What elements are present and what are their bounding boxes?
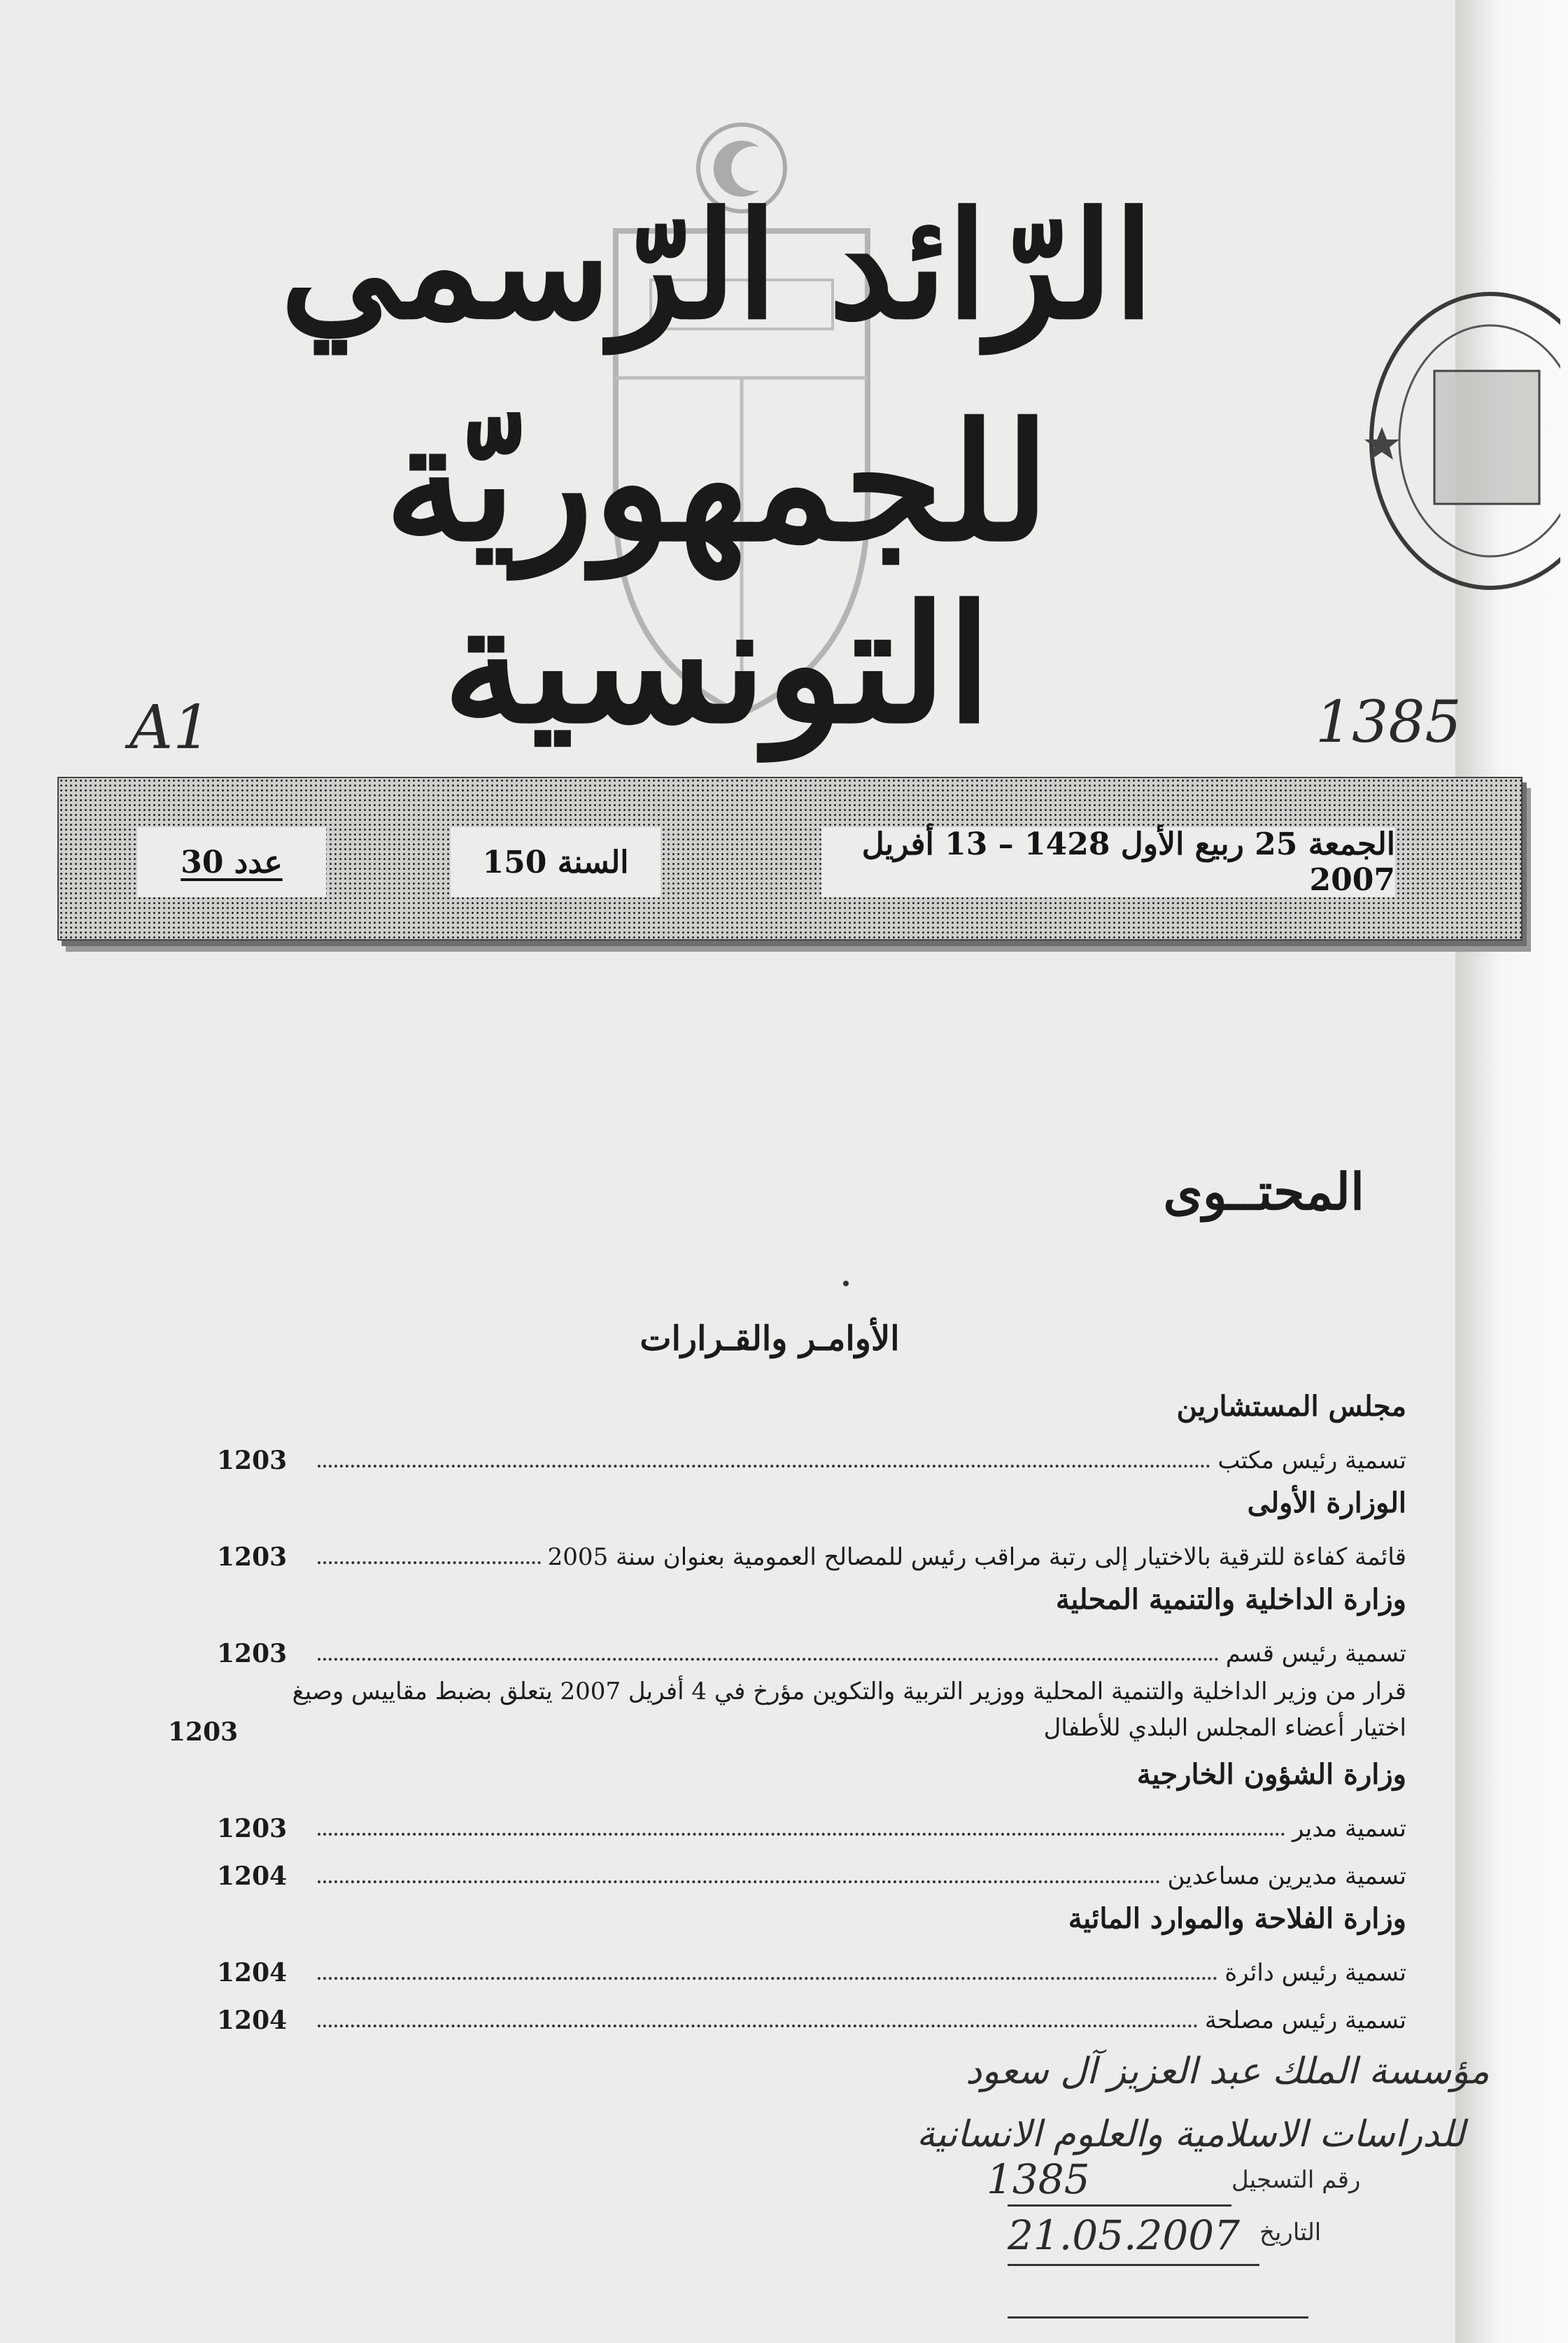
toc-entry-page: 1203 bbox=[217, 1542, 288, 1572]
leader-dots bbox=[318, 1977, 1217, 1980]
table-of-contents bbox=[168, 1382, 1406, 2039]
issue-year bbox=[451, 827, 661, 897]
toc-entry-page: 1204 bbox=[217, 2006, 288, 2035]
leader-dots bbox=[318, 1658, 1219, 1661]
issue-year-text: السنة 150 bbox=[482, 844, 629, 880]
leader-dots bbox=[318, 1833, 1285, 1836]
leader-dots bbox=[318, 1465, 1210, 1468]
toc-entry[interactable] bbox=[217, 1431, 1406, 1479]
toc-entry[interactable] bbox=[217, 1847, 1406, 1894]
leader-dots bbox=[318, 2025, 1198, 2027]
toc-entry[interactable] bbox=[217, 1528, 1406, 1575]
toc-entry-text: قائمة كفاءة للترقية بالاختيار إلى رتبة مراقب رئيس للمصالح العمومية بعنوان سنة 2005 bbox=[547, 1543, 1406, 1571]
handwritten-mark-a1: A1 bbox=[129, 693, 211, 763]
stamp-bottom-line bbox=[1008, 2316, 1308, 2319]
stamp-institution-line1: مؤسسة الملك عبد العزيز آل سعود bbox=[966, 2050, 1490, 2092]
ministry-heading: مجلس المستشارين bbox=[1176, 1390, 1406, 1423]
toc-entry[interactable] bbox=[217, 1799, 1406, 1847]
contents-title: المحتــوى bbox=[1163, 1162, 1364, 1221]
leader-dots bbox=[318, 1561, 541, 1564]
toc-entry-page: 1203 bbox=[217, 1639, 288, 1668]
issue-date-text: الجمعة 25 ربيع الأول 1428 – 13 أفريل 2007 bbox=[861, 826, 1395, 898]
toc-entry-text: تسمية مدير bbox=[1292, 1815, 1406, 1843]
toc-entry-text: تسمية رئيس مكتب bbox=[1217, 1447, 1406, 1475]
registration-date: 21.05.2007 bbox=[1008, 2211, 1241, 2259]
issue-number-text: عدد 30 bbox=[181, 844, 283, 880]
ministry-heading: وزارة الشؤون الخارجية bbox=[1136, 1758, 1406, 1791]
toc-entry-text: قرار من وزير الداخلية والتنمية المحلية ووزير التربية والتكوين مؤرخ في 4 أفريل 2007 يتعلق بضبط مقاييس وصيغ اختيار أعضاء المجلس البلدي للأطفال bbox=[292, 1677, 1406, 1742]
toc-entry[interactable] bbox=[168, 1672, 1406, 1750]
toc-entry-page: 1204 bbox=[217, 1958, 288, 1987]
toc-entry[interactable] bbox=[217, 1624, 1406, 1672]
registration-underline bbox=[1008, 2204, 1231, 2207]
toc-entry-text: تسمية رئيس قسم bbox=[1225, 1640, 1406, 1668]
masthead-title-line1: الرّائد الرّسمي bbox=[280, 179, 1154, 352]
registration-label: رقم التسجيل bbox=[1231, 2166, 1361, 2194]
toc-entry-text: تسمية رئيس دائرة bbox=[1224, 1959, 1406, 1987]
toc-entry-page: 1203 bbox=[168, 1717, 239, 1747]
handwritten-number: 1385 bbox=[1315, 689, 1462, 756]
toc-entry-page: 1203 bbox=[217, 1446, 288, 1475]
toc-entry[interactable] bbox=[217, 1991, 1406, 2039]
toc-entry-text: تسمية مديرين مساعدين bbox=[1167, 1862, 1406, 1890]
section-title: الأوامـر والقـرارات bbox=[640, 1319, 900, 1358]
date-underline bbox=[1008, 2264, 1259, 2266]
ministry-heading: الوزارة الأولى bbox=[1247, 1486, 1406, 1519]
issue-number bbox=[137, 827, 326, 897]
masthead-title-line2: للجمهوريّة التونسية bbox=[384, 388, 1050, 759]
registration-number: 1385 bbox=[987, 2155, 1090, 2203]
ministry-heading: وزارة الداخلية والتنمية المحلية bbox=[1055, 1583, 1406, 1616]
library-seal-stamp bbox=[1329, 266, 1560, 630]
stamp-institution-line2: للدراسات الاسلامية والعلوم الانسانية bbox=[917, 2113, 1465, 2155]
toc-entry-page: 1203 bbox=[217, 1814, 288, 1843]
leader-dots bbox=[318, 1880, 1160, 1883]
toc-entry-page: 1204 bbox=[217, 1862, 288, 1891]
toc-entry[interactable] bbox=[217, 1943, 1406, 1991]
stray-dot bbox=[843, 1281, 849, 1286]
ministry-heading: وزارة الفلاحة والموارد المائية bbox=[1068, 1902, 1406, 1935]
issue-date bbox=[821, 827, 1395, 897]
toc-entry-text: تسمية رئيس مصلحة bbox=[1204, 2006, 1406, 2034]
issue-info-band bbox=[57, 777, 1523, 941]
date-label: التاريخ bbox=[1259, 2218, 1322, 2246]
